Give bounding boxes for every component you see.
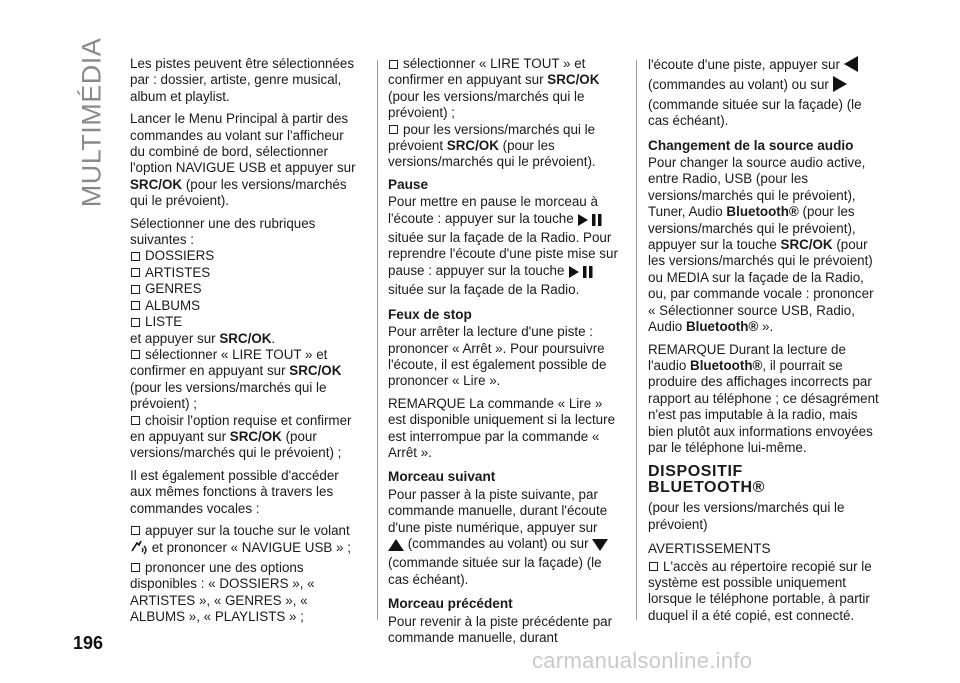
- brand-label: Bluetooth®: [685, 319, 759, 335]
- paragraph: Pour revenir à la piste précédente par commande manuelle, durant: [388, 613, 613, 645]
- paragraph: Les pistes peuvent être sélectionnées par : dossier, artiste, genre musical, album et playlist.: [130, 56, 355, 104]
- text: (commandes au volant) ou sur: [648, 77, 833, 93]
- text: (pour les versions/marchés qui le prévoient) ou MEDIA sur la façade de la Radio, ou, par commande vocale : prononcer « Sélectionner source USB, Radio, Audio: [648, 237, 874, 335]
- bullet-square-icon: [131, 301, 140, 310]
- list-item: [388, 122, 623, 171]
- text: L'accès au répertoire recopié sur le système est possible uniquement lorsque le téléphone portable, à partir duquel il a été copié, est connecté.: [648, 558, 872, 623]
- text: , il pourrait se produire des affichages incorrects par rapport au téléphone ; ce désagrément n'est pas imputable à la radio, mais bien plutôt aux informations envoyées par le téléphone lui-même.: [648, 357, 879, 455]
- section-heading: Morceau suivant: [388, 469, 496, 485]
- paragraph: (pour les versions/marchés qui le prévoient): [648, 500, 845, 532]
- list-item: [130, 413, 362, 462]
- list-item: [130, 265, 362, 281]
- brand-label: Bluetooth®: [690, 357, 763, 373]
- bullet-square-icon: [131, 563, 140, 572]
- key-label: SRC/OK: [547, 72, 600, 88]
- column-divider: [377, 60, 378, 620]
- bullet-square-icon: [131, 252, 140, 261]
- text: sélectionner « LIRE TOUT » et confirmer en appuyant sur: [388, 56, 586, 88]
- list-item: [130, 560, 362, 626]
- text: et appuyer sur: [130, 330, 220, 346]
- warning-heading: AVERTISSEMENTS: [648, 541, 771, 557]
- text: située sur la façade de la Radio.: [388, 282, 580, 298]
- list-item: [648, 559, 880, 625]
- text: (pour les versions/marchés qui le prévoient).: [130, 176, 347, 209]
- section-heading: Pause: [388, 176, 429, 192]
- text: prononcer une des options disponibles : « DOSSIERS », « ARTISTES », « GENRES », « ALBUMS », « PLAYLISTS » ;: [130, 559, 315, 624]
- section-heading: Changement de la source audio: [648, 137, 854, 153]
- bullet-square-icon: [131, 285, 140, 294]
- section-title-text: MULTIMÉDIA: [76, 37, 107, 207]
- text: (commande située sur la façade) (le cas échéant).: [648, 96, 862, 129]
- text: pour les versions/marchés qui le prévoient: [388, 121, 596, 154]
- text: appuyer sur la touche sur le volant: [145, 522, 350, 538]
- key-label: SRC/OK: [229, 428, 282, 444]
- key-label: SRC/OK: [289, 363, 342, 379]
- bullet-square-icon: [131, 416, 140, 425]
- text: située sur la façade de la Radio. Pour reprendre l'écoute d'une piste mise sur pause : appuyer sur la touche: [388, 230, 618, 278]
- paragraph: [130, 331, 362, 347]
- list-item-label: LISTE: [145, 314, 183, 330]
- text: (commande située sur la façade) (le cas échéant).: [388, 555, 602, 587]
- column-3: [648, 56, 880, 624]
- list-item: [130, 248, 362, 264]
- brand-label: Bluetooth®: [726, 204, 799, 220]
- text: (pour les versions/marchés qui le prévoient) ;: [388, 88, 585, 121]
- paragraph: [388, 194, 623, 298]
- text: REMARQUE Durant la lecture de l'audio: [648, 341, 846, 373]
- heading-line: DISPOSITIF: [648, 463, 743, 481]
- text: (commandes au volant) ou sur: [404, 535, 593, 551]
- bullet-square-icon: [389, 125, 398, 134]
- bullet-square-icon: [131, 268, 140, 277]
- list-item: [130, 281, 362, 297]
- bullet-square-icon: [131, 526, 140, 535]
- list-item: [130, 298, 362, 314]
- list-item-cont: [130, 539, 362, 559]
- text: et prononcer « NAVIGUE USB » ;: [148, 540, 351, 556]
- triangle-down-icon: [592, 539, 608, 555]
- bullet-square-icon: [649, 562, 658, 571]
- key-label: SRC/OK: [780, 237, 833, 253]
- list-item: [130, 523, 362, 539]
- bullet-square-icon: [131, 318, 140, 327]
- heading-line: BLUETOOTH®: [648, 479, 766, 497]
- section-heading: Morceau précédent: [388, 596, 513, 612]
- text: .: [271, 330, 276, 346]
- list-item: [388, 56, 623, 122]
- key-label: SRC/OK: [446, 138, 499, 154]
- paragraph: [648, 56, 880, 130]
- text: choisir l'option requise et confirmer en appuyant sur: [130, 412, 352, 444]
- page-number: 196: [73, 633, 104, 653]
- play-pause-icon: [577, 214, 603, 230]
- paragraph: [388, 487, 623, 588]
- text: Pour passer à la piste suivante, par commande manuelle, durant l'écoute d'une piste numérique, appuyer sur: [388, 486, 608, 535]
- bullet-square-icon: [389, 60, 398, 69]
- list-item-label: GENRES: [145, 281, 202, 297]
- section-heading-large: [648, 464, 880, 496]
- triangle-left-icon: [844, 56, 858, 76]
- list-item-label: ALBUMS: [145, 297, 201, 313]
- triangle-up-icon: [388, 539, 404, 555]
- column-divider: [636, 60, 637, 620]
- list-item: [130, 347, 362, 413]
- text: l'écoute d'une piste, appuyer sur: [648, 57, 844, 72]
- text: Pour changer la source audio active, entre Radio, USB (pour les versions/marchés qui le prévoient), Tuner, Audio: [648, 155, 866, 220]
- list-item-label: ARTISTES: [145, 264, 211, 280]
- column-2: [388, 56, 623, 652]
- paragraph: Il est également possible d'accéder aux mêmes fonctions à travers les commandes vocales :: [130, 467, 339, 516]
- paragraph: [130, 111, 362, 209]
- text: Lancer le Menu Principal à partir des commandes au volant sur l'afficheur du combiné de bord, sélectionner l'option NAVIGUE USB et appuyer sur: [130, 111, 356, 176]
- remark: [648, 342, 880, 457]
- list-item-label: DOSSIERS: [145, 248, 215, 264]
- key-label: SRC/OK: [219, 330, 272, 346]
- text: (pour versions/marchés qui le prévoient) ;: [130, 428, 342, 461]
- column-1: [130, 56, 362, 625]
- key-label: SRC/OK: [130, 176, 183, 192]
- paragraph: Sélectionner une des rubriques suivantes :: [130, 215, 316, 248]
- remark: REMARQUE La commande « Lire » est disponible uniquement si la lecture est interrompue par la commande « Arrêt ».: [388, 395, 616, 460]
- bullet-square-icon: [131, 350, 140, 359]
- text: Pour mettre en pause le morceau à l'écoute : appuyer sur la touche: [388, 194, 598, 226]
- text: (pour les versions/marchés qui le prévoient), appuyer sur la touche: [648, 204, 856, 253]
- list-item: [130, 314, 362, 330]
- text: sélectionner « LIRE TOUT » et confirmer en appuyant sur: [130, 346, 328, 379]
- paragraph: [648, 155, 880, 335]
- triangle-right-icon: [833, 76, 847, 96]
- section-title: [75, 37, 109, 207]
- text: ».: [758, 319, 774, 335]
- text: (pour les versions/marchés qui le prévoient) ;: [130, 379, 327, 412]
- play-pause-icon: [568, 266, 594, 282]
- watermark-logo: carmanualsonline.info: [532, 648, 753, 673]
- section-heading: Feux de stop: [388, 306, 472, 322]
- voice-command-icon: [130, 539, 148, 559]
- paragraph: Pour arrêter la lecture d'une piste : prononcer « Arrêt ». Pour poursuivre l'écoute, il est également possible de prononcer « Lire ».: [388, 324, 607, 389]
- text: (pour les versions/marchés qui le prévoient).: [388, 138, 596, 170]
